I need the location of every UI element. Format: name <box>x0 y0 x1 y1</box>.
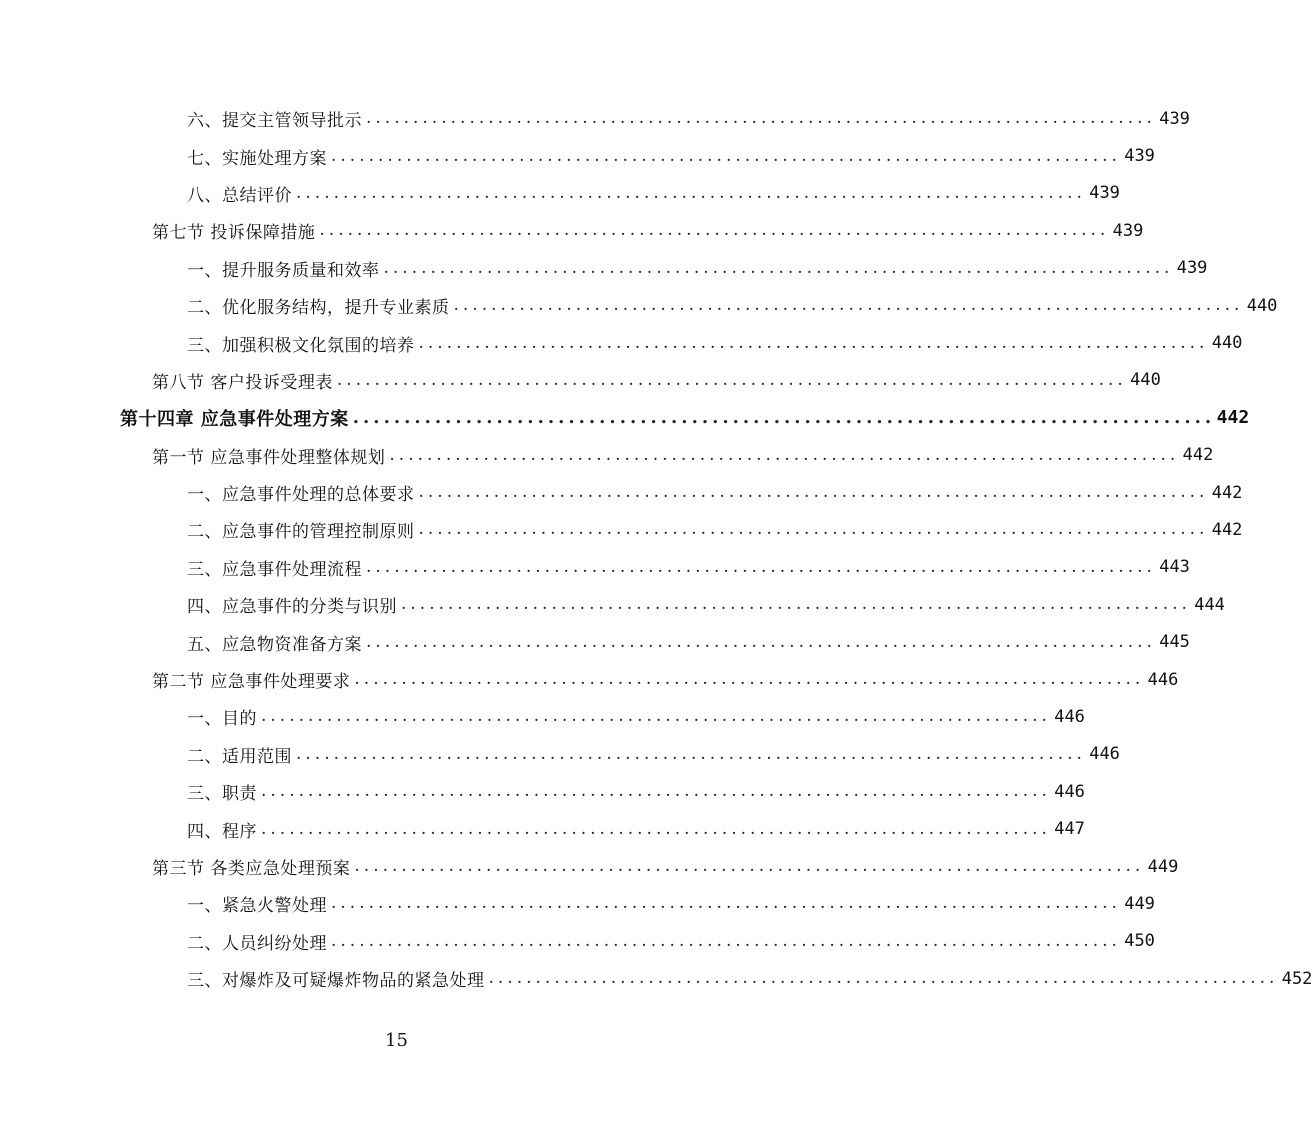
toc-entry-page: 450 <box>1124 931 1155 952</box>
toc-entry-title: 三、加强积极文化氛围的培养 <box>187 335 415 356</box>
toc-dot-leader: .................................................................................... <box>296 182 1086 203</box>
toc-entry-page: 446 <box>1054 781 1085 802</box>
toc-entry[interactable] <box>0 848 1179 885</box>
toc-dot-leader: .................................................................................... <box>453 295 1244 316</box>
toc-entry[interactable] <box>0 885 1155 922</box>
toc-entry-title: 一、提升服务质量和效率 <box>187 260 380 281</box>
toc-entry-title: 二、优化服务结构，提升专业素质 <box>187 298 450 319</box>
toc-dot-leader: .................................................................................... <box>366 631 1156 652</box>
toc-entry[interactable] <box>0 661 1179 698</box>
toc-entry[interactable] <box>0 212 1144 249</box>
toc-dot-leader: .................................................................................... <box>331 930 1121 951</box>
toc-entry-title: 一、紧急火警处理 <box>187 896 327 917</box>
toc-entry-page: 449 <box>1147 856 1179 877</box>
toc-entry-title: 第八节 客户投诉受理表 <box>152 372 333 393</box>
toc-entry-title: 三、对爆炸及可疑爆炸物品的紧急处理 <box>187 971 485 992</box>
toc-entry-page: 439 <box>1089 183 1120 204</box>
toc-entry-title: 第一节 应急事件处理整体规划 <box>152 447 386 468</box>
toc-entry-title: 五、应急物资准备方案 <box>187 634 362 655</box>
toc-entry[interactable] <box>0 437 1214 474</box>
toc-entry[interactable] <box>0 586 1225 623</box>
toc-entry-page: 440 <box>1130 370 1161 391</box>
toc-dot-leader: .................................................................................... <box>418 332 1209 353</box>
toc-dot-leader: .................................................................................... <box>261 706 1051 727</box>
toc-dot-leader: .................................................................................... <box>296 743 1086 764</box>
toc-entry-title: 二、应急事件的管理控制原则 <box>187 522 415 543</box>
toc-entry-page: 439 <box>1112 220 1144 241</box>
toc-entry-page: 446 <box>1089 744 1120 765</box>
toc-entry-page: 439 <box>1124 146 1155 167</box>
toc-dot-leader: .................................................................................... <box>261 818 1051 839</box>
toc-entry-title: 八、总结评价 <box>187 185 292 206</box>
toc-dot-leader: .................................................................................... <box>354 669 1145 690</box>
toc-entry-title: 第二节 应急事件处理要求 <box>152 672 351 693</box>
toc-entry[interactable] <box>0 698 1085 735</box>
toc-entry-page: 449 <box>1124 893 1155 914</box>
toc-entry-title: 六、提交主管领导批示 <box>187 111 362 132</box>
toc-entry-page: 446 <box>1147 669 1179 690</box>
toc-entry-title: 三、应急事件处理流程 <box>187 559 362 580</box>
toc-entry[interactable] <box>0 773 1085 810</box>
toc-entry-page: 445 <box>1159 632 1190 653</box>
toc-entry-page: 439 <box>1176 258 1208 279</box>
toc-dot-leader: .................................................................................... <box>336 369 1127 390</box>
toc-dot-leader: .................................................................................... <box>354 856 1145 876</box>
toc-entry[interactable] <box>0 511 1243 548</box>
toc-dot-leader: .................................................................................... <box>352 406 1216 428</box>
toc-entry-page: 442 <box>1211 519 1243 540</box>
toc-entry-page: 440 <box>1246 295 1278 316</box>
toc-entry-title: 三、职责 <box>187 784 257 805</box>
toc-dot-leader: .................................................................................... <box>261 781 1051 802</box>
table-of-contents <box>0 100 1312 997</box>
toc-entry[interactable] <box>0 250 1208 287</box>
toc-entry[interactable] <box>0 960 1312 997</box>
toc-entry-title: 七、实施处理方案 <box>187 148 327 169</box>
toc-entry-page: 452 <box>1281 968 1312 989</box>
toc-dot-leader: .................................................................................... <box>331 145 1121 166</box>
page-number: 15 <box>385 1030 408 1051</box>
toc-entry-title: 四、程序 <box>187 821 257 842</box>
toc-entry-page: 442 <box>1216 407 1250 429</box>
toc-entry-title: 第七节 投诉保障措施 <box>152 223 316 244</box>
toc-entry[interactable] <box>0 549 1190 586</box>
toc-entry[interactable] <box>0 736 1120 773</box>
toc-entry[interactable] <box>0 623 1190 660</box>
toc-entry-page: 447 <box>1054 819 1085 840</box>
toc-dot-leader: .................................................................................... <box>366 556 1156 577</box>
toc-entry[interactable] <box>0 175 1120 212</box>
toc-dot-leader: .................................................................................... <box>389 444 1180 465</box>
toc-entry-page: 440 <box>1211 333 1243 354</box>
toc-entry-page: 444 <box>1194 594 1225 615</box>
toc-entry[interactable] <box>0 399 1250 436</box>
toc-entry[interactable] <box>0 137 1155 174</box>
toc-dot-leader: .................................................................................... <box>319 220 1110 241</box>
toc-entry-page: 442 <box>1211 482 1243 503</box>
toc-dot-leader: .................................................................................... <box>366 108 1156 129</box>
toc-entry[interactable] <box>0 923 1155 960</box>
toc-dot-leader: .................................................................................... <box>331 893 1121 914</box>
toc-dot-leader: .................................................................................... <box>488 968 1279 989</box>
toc-entry[interactable] <box>0 810 1085 847</box>
toc-dot-leader: .................................................................................... <box>418 482 1209 503</box>
toc-dot-leader: .................................................................................... <box>418 519 1209 540</box>
toc-entry[interactable] <box>0 287 1278 324</box>
toc-entry-title: 二、适用范围 <box>187 746 292 767</box>
toc-entry-title: 一、目的 <box>187 709 257 730</box>
toc-entry-title: 二、人员纠纷处理 <box>187 933 327 954</box>
toc-dot-leader: .................................................................................... <box>383 257 1174 278</box>
toc-entry-title: 一、应急事件处理的总体要求 <box>187 485 415 506</box>
toc-entry[interactable] <box>0 100 1190 137</box>
toc-entry[interactable] <box>0 362 1161 399</box>
toc-entry-page: 443 <box>1159 557 1190 578</box>
toc-entry[interactable] <box>0 324 1243 361</box>
toc-entry-page: 446 <box>1054 706 1085 727</box>
toc-entry-title: 第三节 各类应急处理预案 <box>152 859 351 879</box>
toc-entry-title: 四、应急事件的分类与识别 <box>187 597 397 618</box>
toc-dot-leader: .................................................................................... <box>401 594 1191 615</box>
toc-entry-page: 442 <box>1182 445 1214 466</box>
toc-entry-title: 第十四章 应急事件处理方案 <box>120 408 349 430</box>
toc-entry-page: 439 <box>1159 108 1190 129</box>
toc-entry[interactable] <box>0 474 1243 511</box>
